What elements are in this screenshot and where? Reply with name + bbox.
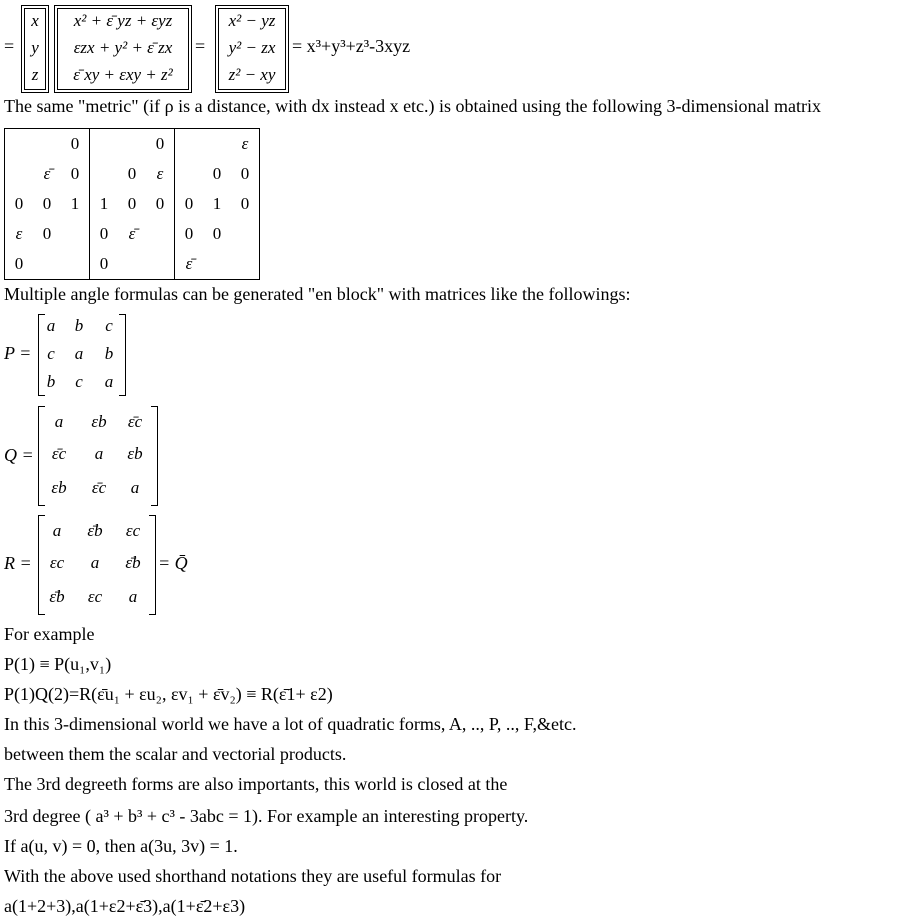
text-line: If a(u, v) = 0, then a(3u, 3v) = 1. [4, 836, 238, 856]
vector-quadratic [218, 8, 286, 90]
grid-cell [146, 249, 175, 280]
matrix-q [38, 406, 158, 506]
matP-cell: b [104, 344, 114, 363]
matP-cell: a [46, 316, 56, 335]
matP-cell: a [74, 344, 84, 363]
vec2-cell: ε̄ xy + εxy + z² [73, 65, 173, 84]
grid-cell: 0 [212, 164, 222, 183]
grid-cell: 0 [90, 219, 119, 249]
grid-cell: 0 [240, 164, 250, 183]
matQ-cell: ε̄c [127, 412, 143, 431]
matQ-cell: εb [51, 478, 67, 497]
vec2-cell: εzx + y² + ε̄ zx [73, 38, 173, 57]
grid-cell [175, 129, 204, 160]
text-line: between them the scalar and vectorial products. [4, 744, 347, 764]
grid-cell [90, 159, 119, 189]
grid-cell: 0 [212, 224, 222, 243]
matP-cell: c [75, 372, 83, 391]
grid-cell: 0 [90, 249, 119, 280]
text-line: The 3rd degreeth forms are also importants, this world is closed at the [4, 774, 508, 794]
grid-cell: 1 [90, 189, 119, 219]
grid-cell: ε [156, 164, 164, 183]
grid-cell [61, 249, 90, 280]
grid-cell [90, 129, 119, 160]
matP-cell: a [104, 372, 114, 391]
grid-cell [118, 129, 146, 160]
matQ-cell: εb [91, 412, 107, 431]
grid-cell: 0 [175, 189, 204, 219]
matQ-cell: ε̄c [51, 444, 67, 463]
vec1-cell: z [31, 65, 39, 84]
matP-cell: b [46, 372, 56, 391]
matR-cell: a [128, 587, 138, 606]
metric-sentence: The same "metric" (if ρ is a distance, with dx instead x etc.) is obtained using the following 3-dimensional matrix [4, 96, 821, 116]
text-line: a(1+2+3),a(1+ε2+ε̄3),a(1+ε̄2+ε3) [4, 896, 246, 916]
matrix-p [38, 314, 126, 396]
text-line: 3rd degree ( a³ + b³ + c³ - 3abc = 1). For example an interesting property. [4, 806, 529, 826]
grid-cell [146, 219, 175, 249]
multiple-angle-sentence: Multiple angle formulas can be generated "en block" with matrices like the followings: [4, 284, 631, 304]
grid-cell: 1 [212, 194, 222, 213]
grid-cell: ε̄ [175, 249, 204, 280]
vec3-cell: x² − yz [228, 11, 276, 30]
matP-cell: c [47, 344, 55, 363]
eq-lead: = [4, 36, 15, 56]
grid-cell: 1 [70, 194, 80, 213]
matR-cell: ε̄b [87, 521, 103, 540]
cubic-result: = x³+y³+z³-3xyz [292, 36, 411, 56]
grid-cell: 0 [127, 194, 137, 213]
grid-cell [61, 219, 90, 249]
text-line: With the above used shorthand notations they are useful formulas for [4, 866, 502, 886]
text-line: For example [4, 624, 95, 644]
eq-mid: = [195, 36, 206, 56]
vector-products [57, 8, 189, 90]
grid-cell: ε̄ [43, 164, 51, 183]
grid-cell [203, 129, 231, 160]
grid-cell [33, 129, 61, 160]
matR-cell: ε̄b [49, 587, 65, 606]
matrix-r-equals-qbar: = Q̄ [158, 553, 188, 573]
grid-cell: 0 [42, 224, 52, 243]
grid-cell [203, 249, 231, 280]
vec1-cell: x [31, 11, 39, 30]
matR-cell: ε̄b [125, 553, 141, 572]
grid-cell [33, 249, 61, 280]
text-line: P(1) ≡ P(u₁,v₁) [4, 654, 112, 674]
matQ-cell: a [54, 412, 64, 431]
grid-cell: ε̄ [128, 224, 136, 243]
grid-cell [118, 249, 146, 280]
matrix-r [38, 515, 156, 615]
matR-cell: a [90, 553, 100, 572]
grid-cell [5, 159, 34, 189]
three-dim-matrix [4, 128, 260, 280]
grid-cell: 0 [14, 254, 24, 273]
grid-cell: 0 [155, 194, 165, 213]
vec3-cell: y² − zx [228, 38, 276, 57]
vec3-cell: z² − xy [228, 65, 276, 84]
grid-cell: 0 [175, 219, 204, 249]
grid-cell: 0 [14, 194, 24, 213]
matR-cell: εc [49, 553, 65, 572]
matQ-cell: ε̄c [91, 478, 107, 497]
matR-cell: a [52, 521, 62, 540]
matP-cell: b [74, 316, 84, 335]
vector-xyz [24, 8, 46, 90]
grid-cell [5, 129, 34, 160]
grid-cell: 0 [127, 164, 137, 183]
text-line: In this 3-dimensional world we have a lot of quadratic forms, A, .., P, .., F,&etc. [4, 714, 577, 734]
grid-cell: 0 [70, 164, 80, 183]
matR-cell: εc [87, 587, 103, 606]
matrix-p-label: P = [4, 343, 32, 363]
grid-cell: 0 [70, 134, 80, 153]
grid-cell: 0 [155, 134, 165, 153]
grid-cell [231, 219, 260, 249]
matP-cell: c [105, 316, 113, 335]
grid-cell: 0 [42, 194, 52, 213]
grid-cell [175, 159, 204, 189]
grid-cell: ε [241, 134, 249, 153]
grid-cell: 0 [240, 194, 250, 213]
matQ-cell: εb [127, 444, 143, 463]
text-line: P(1)Q(2)=R(ε̄u₁ + εu₂, εv₁ + ε̄v₂) ≡ R(ε̄1+ ε2) [4, 684, 333, 704]
matrix-q-label: Q = [4, 445, 34, 465]
grid-cell: ε [15, 224, 23, 243]
vec2-cell: x² + ε̄ yz + εyz [73, 11, 173, 30]
grid-cell [231, 249, 260, 280]
vec1-cell: y [31, 38, 39, 57]
matrix-r-label: R = [4, 553, 32, 573]
matQ-cell: a [130, 478, 140, 497]
matR-cell: εc [125, 521, 141, 540]
matQ-cell: a [94, 444, 104, 463]
